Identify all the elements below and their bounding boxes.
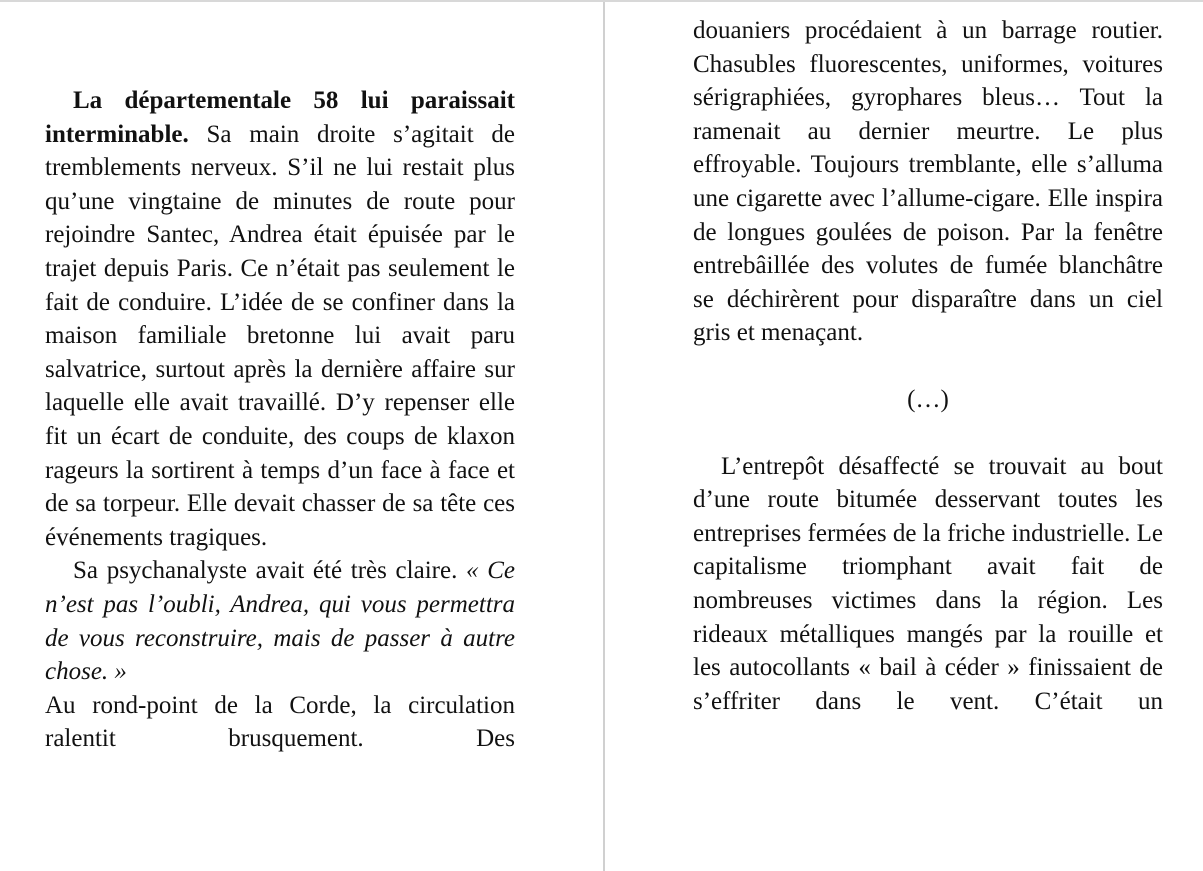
section-separator: (…)	[907, 385, 949, 413]
paragraph-text: Sa psychanalyste avait été très claire.	[73, 557, 458, 585]
paragraph-text: Au rond-point de la Corde, la circulation ralentit brusquement. Des	[45, 691, 515, 753]
lead-sentence: La départementale 58 lui paraissait interminable.	[45, 87, 515, 148]
top-border	[0, 0, 1203, 2]
paragraph-continuation	[693, 14, 1163, 350]
quote-text: « Ce n’est pas l’oubli, Andrea, qui vous permettra de vous reconstruire, mais de passer à autre chose. »	[45, 557, 515, 686]
page-divider	[603, 2, 605, 871]
paragraph-opening	[45, 84, 515, 554]
right-page	[693, 14, 1163, 718]
paragraph-text: Sa main droite s’agitait de tremblements nerveux. S’il ne lui restait plus qu’une vingtaine de minutes de route pour rejoindre Santec, Andrea était épuisée par le trajet depuis Paris. Ce n’était pas seulement le fait de conduire. L’idée de se confiner dans la maison familiale bretonne lui avait paru salvatrice, surtout après la dernière affaire sur laquelle elle avait travaillé. D’y repenser elle fit un écart de conduite, des coups de klaxon rageurs la sortirent à temps d’un face à face et de sa torpeur. Elle devait chasser de sa tête ces événements tragiques.	[45, 120, 515, 551]
paragraph-entrepot	[693, 450, 1163, 719]
paragraph-rond-point	[45, 689, 515, 756]
paragraph-text: douaniers procédaient à un barrage routier. Chasubles fluorescentes, uniformes, voitures sérigraphiées, gyrophares bleus… Tout la ramenait au dernier meurtre. Le plus effroyable. Toujours tremblante, elle s’alluma une cigarette avec l’allume-cigare. Elle inspira de longues goulées de poison. Par la fenêtre entrebâillée des volutes de fumée blanchâtre se déchirèrent pour disparaître dans un ciel gris et menaçant.	[693, 17, 1163, 347]
left-page	[45, 84, 515, 756]
paragraph-text: L’entrepôt désaffecté se trouvait au bout d’une route bitumée desservant toutes les entreprises fermées de la friche industrielle. Le capitalisme triomphant avait fait de nombreuses victimes dans la région. Les rideaux métalliques mangés par la rouille et les autocollants « bail à céder » finissaient de s’effriter dans le vent. C’était un	[693, 452, 1163, 715]
paragraph-psychanalyste	[45, 554, 515, 688]
